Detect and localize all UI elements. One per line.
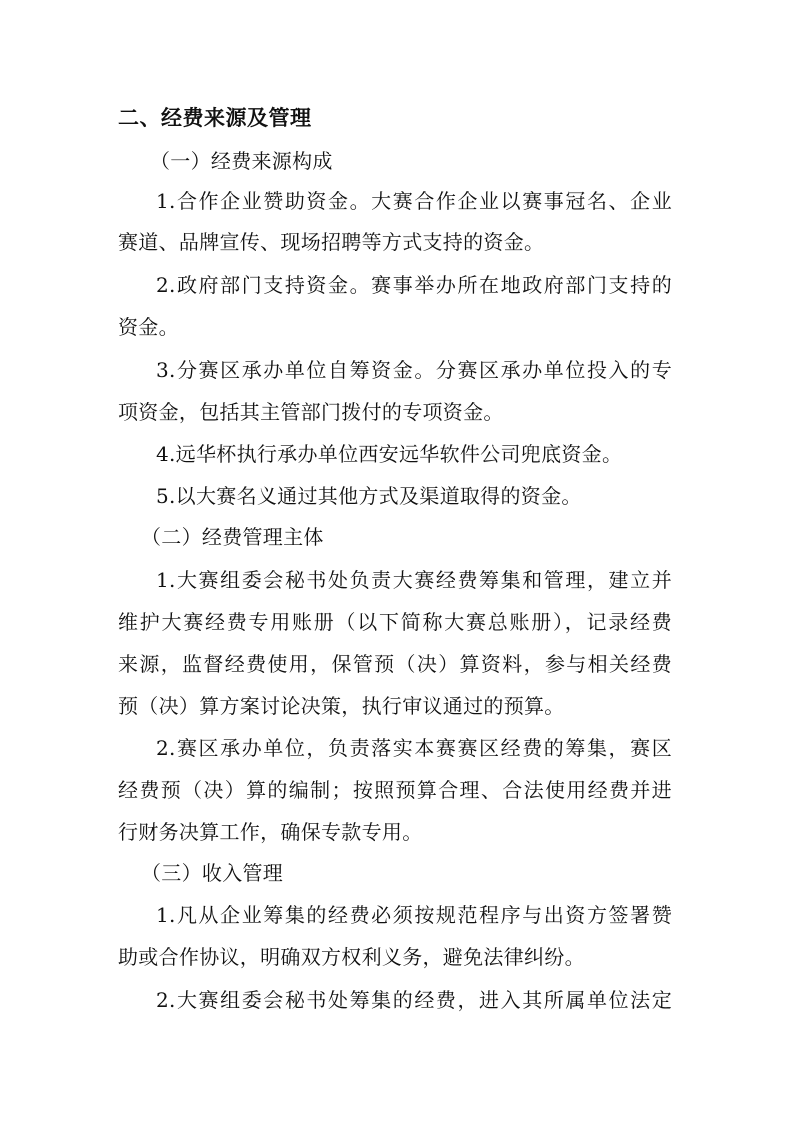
paragraph-line: 资金。	[118, 315, 179, 339]
paragraph-line: 4.远华杯执行承办单位西安远华软件公司兜底资金。	[156, 442, 623, 466]
paragraph-line: 项资金，包括其主管部门拨付的专项资金。	[118, 400, 504, 424]
subsection-title-funding-sources: （一）经费来源构成	[150, 149, 333, 173]
paragraph-line: 5.以大赛名义通过其他方式及渠道取得的资金。	[156, 484, 582, 508]
paragraph-line: 维护大赛经费专用账册（以下简称大赛总账册），记录经费	[118, 610, 672, 634]
paragraph-line: 1.大赛组委会秘书处负责大赛经费筹集和管理，建立并	[156, 568, 672, 592]
paragraph-line: 2.大赛组委会秘书处筹集的经费，进入其所属单位法定	[156, 988, 672, 1012]
subsection-title-income-management: （三）收入管理	[141, 861, 284, 885]
paragraph-line: 3.分赛区承办单位自筹资金。分赛区承办单位投入的专	[156, 358, 672, 382]
paragraph-line: 2.赛区承办单位，负责落实本赛赛区经费的筹集，赛区	[156, 736, 672, 760]
paragraph-line: 行财务决算工作，确保专款专用。	[118, 820, 423, 844]
paragraph-line: 来源，监督经费使用，保管预（决）算资料，参与相关经费	[118, 652, 672, 676]
paragraph-line: 经费预（决）算的编制；按照预算合理、合法使用经费并进	[118, 778, 672, 802]
section-heading: 二、经费来源及管理	[118, 106, 312, 130]
paragraph-line: 1.凡从企业筹集的经费必须按规范程序与出资方签署赞	[156, 903, 672, 927]
paragraph-line: 2.政府部门支持资金。赛事举办所在地政府部门支持的	[156, 273, 672, 297]
subsection-title-management-body: （二）经费管理主体	[141, 525, 324, 549]
paragraph-line: 预（决）算方案讨论决策，执行审议通过的预算。	[118, 694, 565, 718]
paragraph-line: 助或合作协议，明确双方权利义务，避免法律纠纷。	[118, 945, 585, 969]
paragraph-line: 1.合作企业赞助资金。大赛合作企业以赛事冠名、企业	[156, 189, 672, 213]
paragraph-line: 赛道、品牌宣传、现场招聘等方式支持的资金。	[118, 230, 545, 254]
